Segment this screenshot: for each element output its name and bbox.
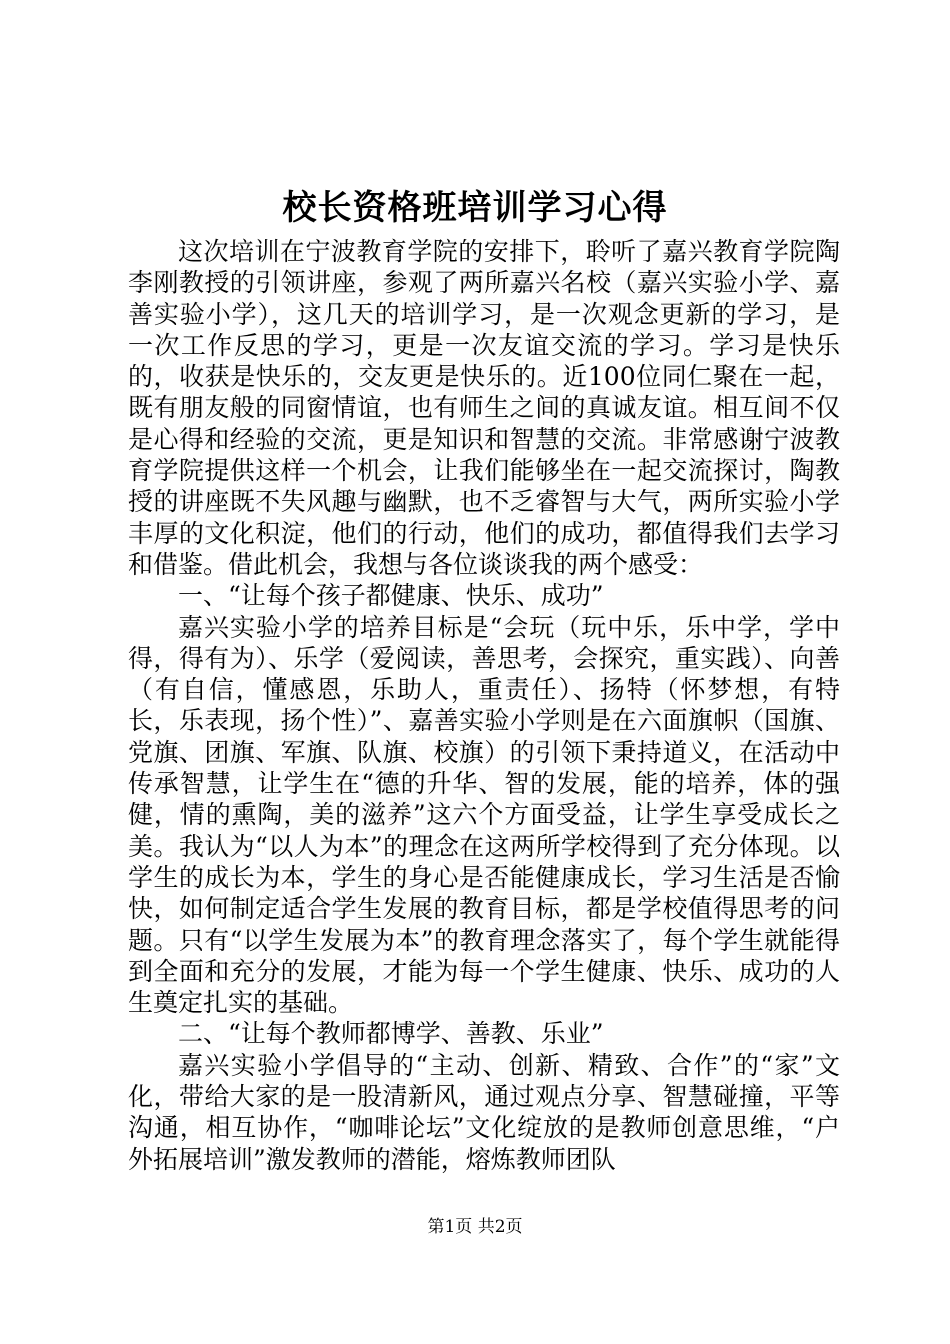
intro-paragraph: 这次培训在宁波教育学院的安排下，聆听了嘉兴教育学院陶李刚教授的引领讲座，参观了两所嘉兴名校（嘉兴实验小学、嘉善实验小学），这几天的培训学习，是一次观念更新的学习，是一次工作反思的学习，更是一次友谊交流的学习。学习是快乐的，收获是快乐的，交友更是快乐的。近100位同仁聚在一起，既有朋友般的同窗情谊，也有师生之间的真诚友谊。相互间不仅是心得和经验的交流，更是知识和智慧的交流。非常感谢宁波教育学院提供这样一个机会，让我们能够坐在一起交流探讨，陶教授的讲座既不失风趣与幽默，也不乏睿智与大气，两所实验小学丰厚的文化积淀，他们的行动，他们的成功，都值得我们去学习和借鉴。借此机会，我想与各位谈谈我的两个感受： bbox=[128, 237, 840, 579]
section-1-paragraph: 嘉兴实验小学的培养目标是“会玩（玩中乐，乐中学，学中得，得有为）、乐学（爱阅读，善思考，会探究，重实践）、向善（有自信，懂感恩，乐助人，重责任）、扬特（怀梦想，有特长，乐表现，扬个性）”、嘉善实验小学则是在六面旗帜（国旗、党旗、团旗、军旗、队旗、校旗）的引领下秉持道义，在活动中传承智慧，让学生在“德的升华、智的发展，能的培养，体的强健，情的熏陶，美的滋养”这六个方面受益，让学生享受成长之美。我认为“以人为本”的理念在这两所学校得到了充分体现。以学生的成长为本，学生的身心是否能健康成长，学习生活是否愉快，如何制定适合学生发展的教育目标，都是学校值得思考的问题。只有“以学生发展为本”的教育理念落实了，每个学生就能得到全面和充分的发展，才能为每一个学生健康、快乐、成功的人生奠定扎实的基础。 bbox=[128, 612, 840, 1018]
section-heading-2: 二、“让每个教师都博学、善教、乐业” bbox=[178, 1019, 604, 1049]
section-heading-1: 一、“让每个孩子都健康、快乐、成功” bbox=[178, 581, 604, 611]
document-title: 校长资格班培训学习心得 bbox=[282, 188, 668, 228]
page-footer: 第1页 共2页 bbox=[427, 1217, 523, 1237]
document-body bbox=[128, 236, 840, 1175]
section-2-paragraph: 嘉兴实验小学倡导的“主动、创新、精致、合作”的“家”文化，带给大家的是一股清新风，通过观点分享、智慧碰撞，平等沟通，相互协作，“咖啡论坛”文化绽放的是教师创意思维，“户外拓展培训”激发教师的潜能，熔炼教师团队 bbox=[128, 1050, 840, 1174]
